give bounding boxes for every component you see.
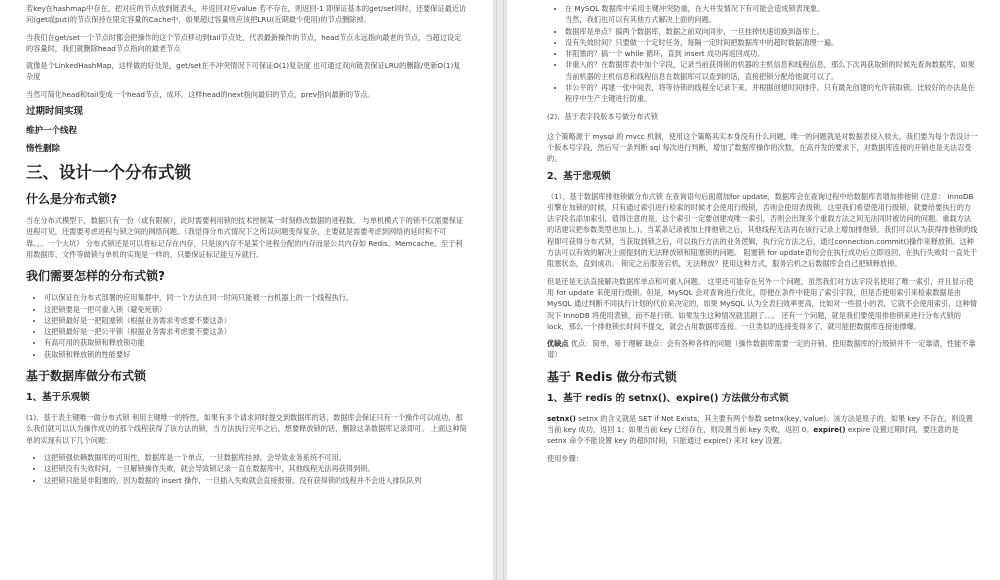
list-item: • 这把锁强依赖数据库的可用性，数据库是一个单点，一旦数据库挂掉，会导致业务系统不可用。	[44, 452, 467, 463]
list-item: • 获取锁和释放锁的性能要好	[44, 349, 467, 360]
heading-setnx-expire: 1、基于 redis 的 setnx()、expire() 方法做分布式锁	[547, 392, 789, 404]
pros-cons-paragraph	[547, 338, 978, 361]
heading-optimistic-lock: 1、基于乐观锁	[26, 392, 90, 404]
version-paragraph: 这个策略源于 mysql 的 mvcc 机制，使用这个策略其实本身没有什么问题，唯一的问题就是对数据表侵入较大，我们要为每个表设计一个版本号字段，然后写一条判断 sql 每次进行判断，增加了数据库操作的次数，在高并发的要求下，对数据库连接的开销也是无法忍受的。	[547, 131, 978, 164]
expire-label: expire()	[813, 425, 846, 435]
list-item: • 非重入的？在数据库表中加个字段，记录当前获得锁的机器的主机信息和线程信息，那么下次再获取锁的时候先查询数据库，如果当前机器的主机信息和线程信息在数据库可以查到的话，直接把锁分配给他就可以了。	[565, 59, 978, 82]
setnx-paragraph	[547, 413, 978, 447]
heading-redis-lock: 基于 Redis 做分布式锁	[547, 369, 677, 384]
heading-section-3: 三、设计一个分布式锁	[26, 163, 191, 183]
list-item: • 这把锁要是一把可重入锁（避免死锁）	[44, 304, 467, 315]
lru-paragraph-2: 当我们在get/set一个节点时都会把操作的这个节点移动到tail节点处，代表最新操作的节点，head节点永远指向最老的节点，当超过设定的容量时，我们就删除head节点指向的最老节点	[26, 32, 462, 53]
solutions-list	[565, 3, 978, 105]
pessimistic-paragraph-1: （1）、基于数据库排他锁做分布式锁 在查询语句后面增加for update，数据库会在查询过程中给数据库表增加排他锁 (注意： InnoDB 引擎在加锁的时候，只有通过索引进行检索的时候才会使用行级锁，否则会使用表级锁。这里我们希望使用行级锁，就要给要执行的方法字段名添加索引，值得注意的是，这个索引一定要创建成唯一索引，否则会出现多个重载方法之间无法同时被访问的问题。重载方法的话建议把参数类型也加上。)。当某条记录被加上排他锁之后，其他线程无法再在该行记录上增加排他锁。我们可以认为获得排他锁的线程即可获得分布式锁，当获取到锁之后，可以执行方法的业务逻辑，执行完方法之后，通过connection.commit()操作来释放锁。这种方法可以有效的解决上面提到的无法释放锁和阻塞锁的问题。 阻塞锁 for update语句会在执行成功后立即返回，在执行失败时一直处于阻塞状态，直到成功。 锁定之后服务宕机，无法释放？使用这种方式，服务宕机之后数据库会自己把锁释放掉。	[547, 191, 978, 269]
list-item: • 这把锁最好是一把阻塞锁（根据业务需求考虑要不要这条）	[44, 315, 467, 326]
pros-cons-text: 优点：简单，易于理解 缺点：会有各种各样的问题（操作数据库需要一定的开销，使用数据库的行级锁并不一定靠谱，性能不靠谱）	[547, 339, 976, 360]
list-item: • 数据库是单点？搞两个数据库，数据之前双向同步，一旦挂掉快速切换到备库上。	[565, 26, 978, 37]
list-item: • 这把锁最好是一把公平锁（根据业务需求考虑要不要这条）	[44, 326, 467, 337]
usage-steps-paragraph: 使用步骤：	[547, 453, 583, 463]
heading-db-lock: 基于数据库做分布式锁	[26, 369, 147, 384]
optimistic-paragraph: (1)、基于表主键唯一做分布式锁 利用主键唯一的特性，如果有多个请求同时提交到数据库的话，数据库会保证只有一个操作可以成功，那么我们就可以认为操作成功的那个线程获得了该方法的锁，当方法执行完毕之后，想要释放锁的话，删除这条数据库记录即可。 上面这种简单的实现有以下几个问题：	[26, 413, 467, 445]
heading-version-lock: (2)、基于表字段版本号做分布式锁	[547, 111, 658, 121]
setnx-label: setnx()	[547, 413, 576, 423]
heading-maintain-thread: 维护一个线程	[26, 126, 78, 137]
list-item: • 非阻塞的？搞一个 while 循环，直到 insert 成功再返回成功。	[565, 48, 978, 59]
heading-what-is-lock: 什么是分布式锁?	[26, 192, 117, 207]
heading-lazy-delete: 惰性删除	[26, 144, 61, 155]
list-item: • 有高可用的获取锁和释放锁功能	[44, 337, 467, 348]
lru-paragraph-3: 就像是个LinkedHashMap，这样做的好处是，get/set在不冲突情况下可保证O(1)复杂度 也可通过双向链表保证LRU的删除/更新O(1)复杂度	[26, 61, 461, 82]
list-item: • 这把锁没有失效时间，一旦解锁操作失败，就会导致锁记录一直在数据库中，其他线程无法再获得到锁。	[44, 463, 467, 474]
pessimistic-paragraph-2: 但是还是无法直接解决数据库单点和可重入问题。 这里还可能存在另外一个问题，虽然我们对方法字段名使用了唯一索引，并且显示使用 for update 来使用行级锁。但是，MySQL 会对查询进行优化，即便在条件中使用了索引字段，但是否使用索引来检索数据是由 MySQL 通过判断不同执行计划的代价来决定的，如果 MySQL 认为全表扫效率更高，比如对一些很小的表，它就不会使用索引，这种情况下 InnoDB 将使用表锁，而不是行锁。如果发生这种情况就悲剧了。。。 还有一个问题，就是我们要使用排他锁来进行分布式锁的 lock，那么一个排他锁长时间不提交，就会占用数据库连接。一旦类似的连接变得多了，就可能把数据库连接池撑爆。	[547, 276, 977, 331]
list-item: • 没有失效时间？只要做一个定时任务，每隔一定时间把数据库中的超时数据清理一遍。	[565, 37, 978, 48]
optimistic-list	[44, 452, 467, 486]
list-item: • 非公平的？再建一张中间表，将等待锁的线程全记录下来，并根据创建时间排序，只有最先创建的允许获取锁。比较好的办法是在程序中生产主键进行防重。	[565, 82, 978, 105]
heading-expire-impl: 过期时间实现	[26, 106, 84, 118]
need-list	[44, 292, 467, 360]
heading-need-lock: 我们需要怎样的分布式锁?	[26, 269, 165, 284]
list-item: • 可以保证在分布式部署的应用集群中，同一个方法在同一时间只能被一台机器上的一个线程执行。	[44, 292, 467, 303]
expire-text: expire 设置过期时间，要注意的是 setnx 命令不能设置 key 的超时时间，只能通过 expire() 来对 key 设置。	[547, 425, 959, 446]
right-page	[507, 0, 1000, 580]
what-is-lock-paragraph: 当在分布式模型下，数据只有一份（或有限制），此时需要利用锁的技术控制某一时刻修改数据的进程数。 与单机模式下的锁不仅需要保证进程可见，还需要考虑进程与锁之间的网络问题。（我觉得分布式情况下之所以问题变得复杂，主要就是需要考虑到网络的延时和不可靠。。。一个大坑） 分布式锁还是可以将标记存在内存，只是该内存不是某个进程分配的内存而是公共内存如 Redis、Memcache。至于利用数据库、文件等做锁与单机的实现是一样的，只要保证标记能互斥就行。	[26, 216, 464, 259]
page-divider	[493, 0, 507, 580]
setnx-text: setnx 的含义就是 SET if Not Exists，其主要有两个参数 setnx(key, value)。该方法是原子的，如果 key 不存在，则设置当前 key 成功，返回 1；如果当前 key 已经存在，则设置当前 key 失败，返回 0。	[547, 413, 973, 435]
list-item: • 这把锁只能是非阻塞的，因为数据的 insert 操作，一旦插入失败就会直接报错。没有获得锁的线程并不会进入排队队列	[44, 475, 467, 486]
heading-pessimistic-lock: 2、基于悲观锁	[547, 170, 611, 182]
pros-cons-label: 优缺点	[547, 339, 569, 349]
lru-paragraph-4: 当然可简化head和tail变成一个head节点，成环，这样head的next指向最旧的节点，prev指向最新的节点。	[26, 89, 375, 99]
list-item: • 在 MySQL 数据库中采用主键冲突防重，在大并发情况下有可能会造成锁表现象。 当然，我们也可以有其他方式解决上面的问题。	[565, 3, 978, 26]
left-page	[0, 0, 493, 580]
lru-paragraph-1: 若key在hashmap中存在，把对应的节点放到链表头，并返回对应value 若不存在，则返回-1 即保证基本的get/set同时，还要保证最近访问(get或put)的节点保持在限定容量的Cache中，如果超过容量则应该把LRU(近期最少使用)的节点删除掉。	[26, 4, 467, 25]
